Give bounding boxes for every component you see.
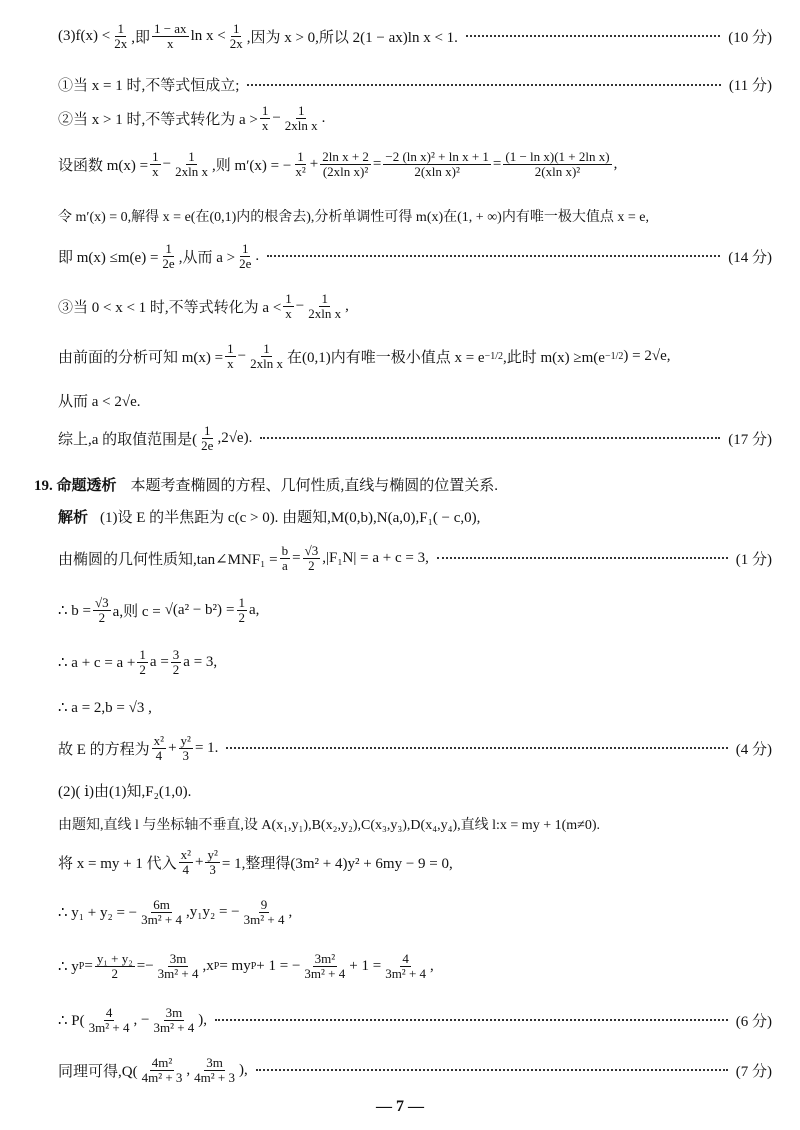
- fraction-numerator: 1: [232, 21, 240, 36]
- fraction: [248, 342, 285, 370]
- fraction: [228, 22, 245, 50]
- text: 将 x = my + 1 代入: [58, 855, 177, 872]
- text: (1)设 E 的半焦距为 c(c > 0). 由题知,M(0,b),N(a,0),F₁( − c,0),: [100, 510, 481, 526]
- fraction: [225, 342, 236, 370]
- line-part3-intro: [58, 22, 772, 50]
- fraction-denominator: 2: [308, 557, 315, 573]
- fraction-denominator: 3m² + 4: [88, 1019, 130, 1035]
- fraction: [87, 1006, 132, 1034]
- fraction-numerator: 1: [263, 341, 270, 356]
- fraction: [260, 104, 271, 132]
- line-case2: [58, 104, 772, 132]
- fraction-denominator: 2x: [114, 35, 128, 51]
- text: ∴ P(: [58, 1012, 85, 1029]
- fraction-denominator: 2xln x: [175, 163, 208, 179]
- text: 同理可得,Q(: [58, 1063, 138, 1080]
- fraction-numerator: √3: [304, 543, 319, 558]
- text: ),: [198, 1011, 208, 1028]
- fraction: [302, 952, 347, 980]
- text: ) = 2√e,: [623, 347, 671, 364]
- text: =: [226, 601, 235, 618]
- line-conclusion: [58, 424, 772, 452]
- fraction-denominator: 2e: [239, 255, 252, 271]
- fraction: [152, 22, 189, 50]
- score-mark: (10 分): [728, 29, 772, 46]
- text: + 1 = −: [256, 957, 301, 974]
- line-max: [58, 242, 772, 270]
- line-define-m: [58, 150, 772, 178]
- fraction-denominator: 2e: [201, 437, 214, 453]
- dot-leader: [466, 35, 720, 37]
- fraction-numerator: x²: [153, 733, 165, 748]
- fraction: [112, 22, 129, 50]
- text: =: [136, 957, 146, 974]
- fraction-numerator: 1: [204, 423, 211, 438]
- fraction-numerator: 1: [297, 103, 305, 118]
- fraction-numerator: 1: [321, 291, 328, 306]
- fraction-numerator: 4: [402, 951, 409, 966]
- text: ①当 x = 1 时,不等式恒成立;: [58, 78, 240, 94]
- text: 综上,a 的取值范围是(: [58, 431, 198, 448]
- text: , −: [133, 1011, 150, 1028]
- fraction-numerator: 3: [172, 647, 180, 662]
- line-thus: [58, 390, 772, 411]
- fraction-denominator: 2xln x: [284, 117, 318, 133]
- text: ③当 0 < x < 1 时,不等式转化为 a <: [58, 299, 282, 316]
- line-order: [58, 206, 772, 226]
- fraction: [242, 898, 287, 926]
- fraction: [320, 150, 371, 178]
- fraction: [179, 848, 193, 876]
- text: +: [309, 155, 319, 172]
- text: 即 m(x) ≤m(e) =: [58, 249, 159, 266]
- fraction-numerator: 4: [105, 1005, 113, 1020]
- fraction-numerator: (1 − ln x)(1 + 2ln x): [505, 149, 610, 164]
- fraction-denominator: 2x: [229, 35, 243, 51]
- fraction-denominator: x²: [295, 163, 306, 179]
- text: ,2√e).: [217, 429, 253, 446]
- fraction: [283, 292, 294, 320]
- text: = my: [219, 957, 251, 974]
- fraction-numerator: 1: [297, 149, 304, 164]
- fraction-numerator: 1: [165, 241, 172, 256]
- fraction: [237, 242, 253, 270]
- solution-label: 解析: [58, 510, 89, 526]
- fraction: [237, 596, 248, 624]
- fraction-denominator: (2xln x)²: [322, 163, 369, 179]
- text: ,: [345, 297, 349, 314]
- fraction: [192, 1056, 237, 1084]
- fraction-numerator: 6m: [153, 897, 170, 912]
- text: ,|F₁N| = a + c = 3,: [322, 549, 429, 566]
- text: ∴ b =: [58, 602, 92, 619]
- text: .: [255, 247, 260, 264]
- fraction-denominator: x: [152, 163, 159, 179]
- text: −: [272, 109, 281, 126]
- text: ,因为 x > 0,所以 2(1 − ax)ln x < 1.: [246, 29, 458, 46]
- text: −: [237, 347, 247, 364]
- fraction-denominator: 2xln x: [308, 305, 342, 321]
- dot-leader: [256, 1069, 728, 1071]
- score-mark: (14 分): [728, 249, 772, 266]
- fraction: [280, 544, 291, 572]
- fraction-numerator: 1: [227, 341, 234, 356]
- score-mark: (6 分): [735, 1013, 772, 1030]
- fraction-denominator: 3: [182, 747, 189, 763]
- dot-leader: [267, 255, 720, 257]
- text: ln x <: [190, 27, 226, 44]
- fraction: [140, 1056, 185, 1084]
- fraction: [383, 952, 428, 980]
- fraction: [293, 150, 307, 178]
- fraction-denominator: a: [281, 557, 288, 573]
- text: ),: [239, 1061, 248, 1078]
- score-mark: (4 分): [735, 741, 772, 758]
- text: 由椭圆的几何性质知,tan∠MNF₁ =: [58, 551, 278, 568]
- text: ,x: [202, 957, 214, 974]
- text: = 1,整理得(3m² + 4)y² + 6my − 9 = 0,: [221, 855, 453, 872]
- fraction-numerator: y²: [180, 733, 191, 748]
- fraction-denominator: 2e: [162, 255, 175, 271]
- fraction: [152, 734, 166, 762]
- line-case3: [58, 292, 772, 320]
- fraction: [137, 648, 148, 676]
- dot-leader: [215, 1019, 728, 1021]
- fraction-denominator: 3m² + 4: [304, 965, 346, 981]
- text: 由题知,直线 l 与坐标轴不垂直,设 A(x₁,y₁),B(x₂,y₂),C(x₃,y₃),D(x₄,y₄),直线 l:x = my + 1(m≠0).: [58, 818, 600, 833]
- fraction-denominator: x: [285, 305, 292, 321]
- fraction: [171, 648, 182, 676]
- fraction: [503, 150, 611, 178]
- fraction-numerator: 4m²: [151, 1055, 173, 1070]
- text: 在(0,1)内有唯一极小值点 x = e: [286, 349, 485, 366]
- text: ,即: [131, 29, 150, 46]
- fraction-numerator: 1 − ax: [153, 21, 187, 36]
- fraction-numerator: 1: [238, 595, 245, 610]
- fraction: [139, 898, 184, 926]
- fraction-denominator: x: [167, 35, 174, 51]
- fraction-numerator: 9: [260, 897, 268, 912]
- fraction: [205, 848, 219, 876]
- fraction-denominator: 3: [209, 861, 216, 877]
- fraction-denominator: 2: [139, 661, 146, 677]
- text: a =: [149, 653, 169, 670]
- fraction-denominator: x: [261, 117, 269, 133]
- text: (2)( ⅰ)由(1)知,F₂(1,0).: [58, 784, 192, 800]
- fraction-denominator: 3m² + 4: [243, 911, 285, 927]
- text: (3)f(x) <: [58, 27, 111, 44]
- fraction: [160, 242, 176, 270]
- fraction-denominator: 2: [172, 661, 180, 677]
- fraction-denominator: 3m² + 4: [385, 965, 427, 981]
- text: 由前面的分析可知 m(x) =: [58, 349, 224, 366]
- line-P: [58, 1006, 772, 1034]
- line-vieta: [58, 898, 772, 926]
- fraction-denominator: 2: [98, 609, 106, 625]
- text: 故 E 的方程为: [58, 741, 150, 758]
- text: ,此时 m(x) ≥m(e: [503, 349, 605, 366]
- line-ac: [58, 648, 772, 676]
- fraction: [306, 292, 343, 320]
- fraction: [303, 544, 321, 572]
- line-substitute: [58, 848, 772, 876]
- text: =: [492, 155, 502, 172]
- fraction-numerator: 1: [261, 103, 269, 118]
- score-mark: (7 分): [735, 1063, 772, 1080]
- score-mark: (1 分): [735, 551, 772, 568]
- fraction-denominator: 4: [155, 747, 163, 763]
- text: .: [321, 109, 326, 126]
- text: −: [295, 297, 305, 314]
- text: −: [145, 957, 154, 974]
- text: = 1.: [194, 739, 219, 756]
- text: +: [168, 739, 177, 756]
- fraction-numerator: 3m: [169, 951, 187, 966]
- fraction-numerator: 3m²: [314, 951, 336, 966]
- text: +: [195, 853, 204, 870]
- fraction-numerator: 1: [117, 21, 124, 36]
- line-prev-analysis: [58, 342, 772, 370]
- text: 本题考查椭圆的方程、几何性质,直线与椭圆的位置关系.: [130, 478, 499, 494]
- text: ∴ y: [58, 958, 79, 975]
- fraction-numerator: 1: [241, 241, 249, 256]
- fraction: [150, 150, 161, 178]
- fraction-numerator: 3m: [206, 1055, 223, 1070]
- dot-leader: [260, 437, 720, 439]
- fraction-numerator: 3m: [165, 1005, 183, 1020]
- fraction: [93, 596, 111, 624]
- line-Q: [58, 1056, 772, 1084]
- text: ∴ a + c = a +: [58, 654, 136, 671]
- text: =: [372, 155, 382, 172]
- dot-leader: [437, 557, 728, 559]
- text: ,: [186, 1061, 191, 1078]
- text: =: [292, 549, 301, 566]
- question-title: 19. 命题透析: [34, 478, 117, 494]
- text: ∴ a = 2,b = √3 ,: [58, 700, 152, 716]
- text: a,则 c =: [112, 603, 161, 620]
- subscript: P: [250, 960, 257, 972]
- fraction: [173, 150, 210, 178]
- text: 令 m′(x) = 0,解得 x = e(在(0,1)内的根舍去),分析单调性可得 m(x)在(1, + ∞)内有唯一极大值点 x = e,: [58, 210, 649, 225]
- fraction-denominator: 2: [111, 965, 119, 981]
- text: + 1 =: [349, 957, 382, 974]
- text: 设函数 m(x) =: [58, 157, 149, 174]
- line-setup: [58, 814, 772, 834]
- dot-leader: [226, 747, 727, 749]
- text: ,: [288, 903, 293, 920]
- text: a = 3,: [183, 653, 218, 670]
- fraction-denominator: 4m² + 3: [141, 1069, 183, 1085]
- fraction: [95, 952, 135, 980]
- line-ab: [58, 698, 772, 717]
- fraction-numerator: 1: [139, 647, 146, 662]
- exponent: −1/2: [484, 350, 503, 362]
- text: ②当 x > 1 时,不等式转化为 a >: [58, 111, 258, 128]
- line-p2: [58, 780, 772, 801]
- fraction-denominator: 2(xln x)²: [534, 163, 581, 179]
- fraction-numerator: 2ln x + 2: [322, 149, 369, 164]
- fraction-denominator: 3m² + 4: [141, 911, 182, 927]
- fraction-denominator: 3m² + 4: [157, 965, 199, 981]
- fraction-denominator: 2: [238, 609, 245, 625]
- fraction-numerator: y₁ + y₂: [96, 951, 133, 966]
- fraction-denominator: 4m² + 3: [194, 1069, 236, 1085]
- fraction-numerator: x²: [180, 847, 191, 862]
- text: ,从而 a >: [178, 249, 236, 266]
- fraction: [199, 424, 215, 452]
- fraction-numerator: √3: [95, 595, 109, 610]
- text: ∴ y₁ + y₂ = −: [58, 904, 138, 921]
- fraction-numerator: 1: [285, 291, 292, 306]
- fraction-denominator: 4: [182, 861, 190, 877]
- dot-leader: [247, 84, 720, 86]
- fraction-numerator: −2 (ln x)² + ln x + 1: [385, 149, 489, 164]
- fraction-denominator: x: [227, 355, 234, 371]
- fraction: [179, 734, 193, 762]
- text: −: [162, 155, 172, 172]
- q19-header: [34, 474, 772, 495]
- line-b: [58, 596, 772, 624]
- fraction-numerator: b: [281, 543, 289, 558]
- line-yp: [58, 952, 772, 980]
- fraction: [151, 1006, 196, 1034]
- line-geo: [58, 544, 772, 572]
- line-sol-1: [58, 506, 772, 527]
- subscript: P: [78, 960, 85, 972]
- fraction: [283, 104, 320, 132]
- text: =: [84, 957, 93, 974]
- exponent: −1/2: [604, 350, 624, 362]
- text: ,: [430, 957, 434, 974]
- fraction: [383, 150, 491, 178]
- page-number: — 7 —: [376, 1098, 424, 1115]
- line-case1: [58, 74, 772, 95]
- text: ,则 m′(x) = −: [211, 157, 292, 174]
- text: a,: [249, 601, 260, 618]
- fraction-denominator: 2(xln x)²: [414, 163, 460, 179]
- text: ,y₁y₂ = −: [185, 903, 240, 920]
- fraction-numerator: 1: [152, 149, 159, 164]
- fraction: [156, 952, 201, 980]
- fraction-numerator: 1: [188, 149, 195, 164]
- fraction-denominator: 3m² + 4: [153, 1019, 195, 1035]
- line-E: [58, 734, 772, 762]
- sqrt-expression: √(a² − b²): [164, 601, 223, 618]
- text: ,: [613, 155, 618, 172]
- fraction-numerator: y²: [207, 847, 218, 862]
- subscript: P: [213, 960, 220, 972]
- fraction-denominator: 2xln x: [250, 355, 283, 371]
- text: 从而 a < 2√e.: [58, 394, 141, 410]
- score-mark: (11 分): [728, 78, 772, 94]
- score-mark: (17 分): [728, 431, 772, 448]
